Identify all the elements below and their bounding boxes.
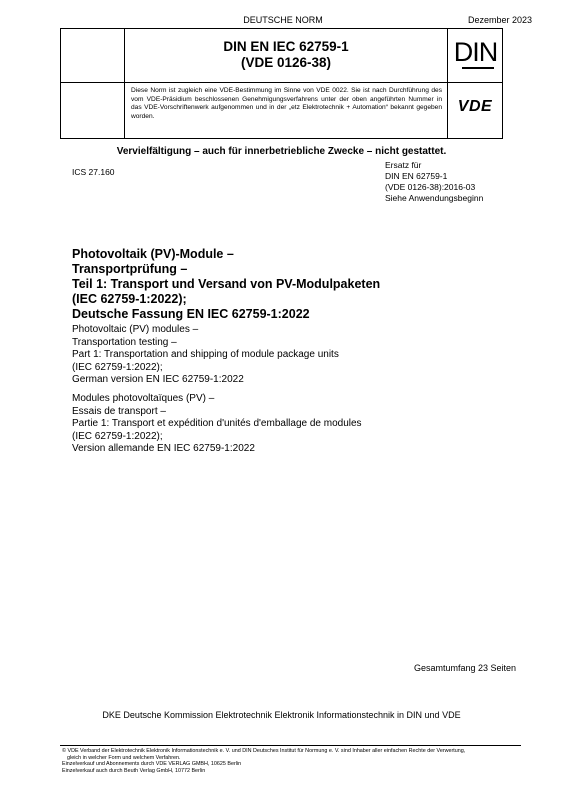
title-french-line: Essais de transport –: [72, 405, 166, 417]
replacement-line: DIN EN 62759-1: [385, 171, 448, 181]
din-logo: [453, 35, 498, 69]
title-english-line: Transportation testing –: [72, 336, 177, 348]
title-german-line: Transportprüfung –: [72, 262, 188, 276]
vde-logo: [452, 98, 498, 116]
vde-number: (VDE 0126-38): [240, 55, 332, 70]
ics-code: ICS 27.160: [72, 167, 115, 177]
title-french-line: Version allemande EN IEC 62759-1:2022: [72, 443, 255, 454]
title-english-line: Photovoltaic (PV) modules –: [72, 324, 199, 335]
title-german-line: Photovoltaik (PV)-Module –: [72, 247, 234, 261]
dke-line: DKE Deutsche Kommission Elektrotechnik Elektronik Informationstechnik in DIN und VDE: [102, 710, 461, 720]
title-english-line: Part 1: Transportation and shipping of module package units: [72, 349, 339, 360]
footer-line: © VDE Verband der Elektrotechnik Elektronik Informationstechnik e. V. und DIN Deutsches Institut für Normung e. V. sind Inhaber aller einfachen Rechte der Verwertung,: [62, 748, 466, 754]
standard-title: [125, 39, 447, 71]
footer-divider: [60, 745, 521, 746]
header-divider-horizontal: [60, 82, 503, 83]
din-logo-underline: [462, 67, 494, 69]
standard-number: DIN EN IEC 62759-1: [223, 39, 349, 54]
vde-note: Diese Norm ist zugleich eine VDE-Bestimmung im Sinne von VDE 0022. Sie ist nach Durchführung des vom VDE-Präsidium beschlossenen Genehmigungsverfahrens unter der oben angeführten Nummer in das VDE-Vorschriftenwerk aufgenommen und in der „etz Elektrotechnik + Automation“ bekannt gegeben worden.: [131, 87, 442, 120]
vde-logo-text: VDE: [457, 98, 493, 115]
title-german: [72, 247, 380, 322]
footer: [62, 748, 532, 775]
footer-line: gleich in welcher Form und welchem Verfahren.: [67, 754, 181, 761]
din-logo-text: DIN: [453, 37, 498, 67]
title-english-line: German version EN IEC 62759-1:2022: [72, 374, 244, 385]
document-type: DEUTSCHE NORM: [243, 15, 323, 25]
copy-restriction-note: Vervielfältigung – auch für innerbetriebliche Zwecke – nicht gestattet.: [116, 146, 447, 157]
title-french-line: Modules photovoltaïques (PV) –: [72, 393, 215, 404]
total-pages: Gesamtumfang 23 Seiten: [414, 663, 517, 673]
title-german-line: (IEC 62759-1:2022);: [72, 292, 187, 306]
replacement-line: Siehe Anwendungsbeginn: [385, 193, 484, 203]
title-french-line: (IEC 62759-1:2022);: [72, 430, 163, 442]
title-english-line: (IEC 62759-1:2022);: [72, 361, 163, 373]
footer-line: Einzelverkauf und Abonnements durch VDE VERLAG GMBH, 10625 Berlin: [62, 761, 242, 768]
replacement-info: [385, 160, 483, 204]
title-french-line: Partie 1: Transport et expédition d'unités d'emballage de modules: [72, 418, 362, 429]
header-divider-right: [447, 28, 448, 139]
publication-date: Dezember 2023: [467, 15, 532, 25]
footer-line: Einzelverkauf auch durch Beuth Verlag GmbH, 10772 Berlin: [62, 768, 206, 775]
title-english: [72, 324, 339, 387]
title-german-line: Deutsche Fassung EN IEC 62759-1:2022: [72, 307, 310, 321]
title-german-line: Teil 1: Transport und Versand von PV-Modulpaketen: [72, 277, 381, 291]
title-french: [72, 393, 362, 456]
replacement-line: Ersatz für: [385, 160, 422, 170]
replacement-line: (VDE 0126-38):2016-03: [385, 182, 476, 192]
